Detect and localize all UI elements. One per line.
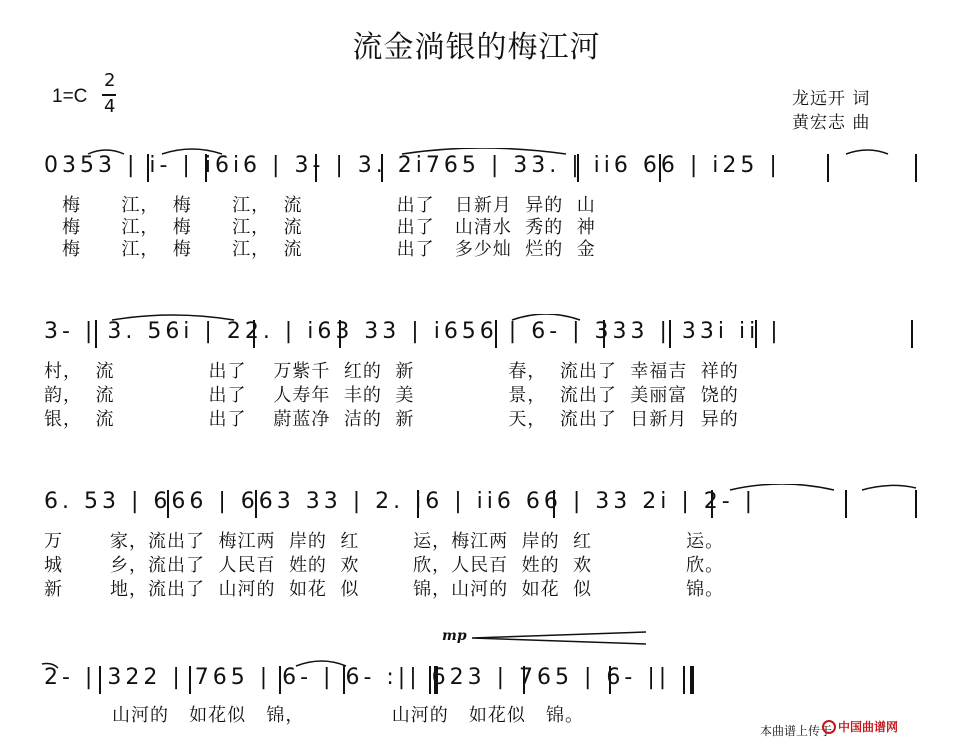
notation-line-4 — [0, 660, 953, 700]
lyric-line-4-verse-1: 山河的 如花似 锦， 山河的 如花似 锦。 — [112, 705, 585, 726]
lyric-line-3-verse-3: 新 地，流出了 山河的 如花 似 锦，山河的 如花 似 锦。 — [44, 579, 725, 600]
slurs — [730, 484, 916, 490]
composer-credit: 黄宏志 曲 — [792, 113, 871, 133]
notation-line-2-text: 3- | 3. 56i | 22. | i63 33 | i656 | 6- | 333 | 33i ii | — [44, 319, 782, 344]
lyric-line-3-verse-1: 万 家，流出了 梅江两 岸的 红 运，梅江两 岸的 红 运。 — [44, 531, 725, 552]
lyric-line-2-verse-2: 韵， 流 出了 人寿年 丰的 美 景， 流出了 美丽富 饶的 — [44, 385, 739, 406]
notation-line-2 — [0, 314, 953, 354]
lyric-line-1-verse-1: 梅 江， 梅 江， 流 出了 日新月 异的 山 — [62, 195, 596, 216]
crescendo-hairpin — [470, 628, 650, 648]
lyricist-credit: 龙远开 词 — [792, 89, 871, 109]
notation-line-1 — [0, 148, 953, 188]
lyric-line-2-verse-1: 村， 流 出了 万紫千 红的 新 春， 流出了 幸福吉 祥的 — [44, 361, 739, 382]
upload-note: 本曲谱上传于 — [760, 724, 833, 738]
key-signature: 1=C — [52, 86, 88, 107]
site-logo-text: 中国曲谱网 — [838, 720, 899, 734]
lyric-line-3-verse-2: 城 乡，流出了 人民百 姓的 欢 欣，人民百 姓的 欢 欣。 — [44, 555, 725, 576]
site-logo-icon — [822, 720, 836, 734]
lyric-line-1-verse-2: 梅 江， 梅 江， 流 出了 山清水 秀的 神 — [62, 217, 596, 238]
song-title: 流金淌银的梅江河 — [352, 30, 601, 65]
notation-line-3-text: 6. 53 | 666 | 663 33 | 2. i6 | ii6 66 | 33 2i | 2- | — [44, 489, 757, 514]
lyric-line-2-verse-3: 银， 流 出了 蔚蓝净 洁的 新 天， 流出了 日新月 异的 — [44, 409, 739, 430]
time-signature-bottom: 4 — [104, 96, 116, 117]
notation-line-1-text: 0353 | i- | i6i6 | 3- | 3. 2i765 | 33. | ii6 66 | i25 | — [44, 153, 781, 178]
notation-line-3 — [0, 484, 953, 524]
dynamic-marking: mp — [442, 628, 467, 644]
time-signature-top: 2 — [104, 70, 116, 91]
lyric-line-1-verse-3: 梅 江， 梅 江， 流 出了 多少灿 烂的 金 — [62, 239, 596, 260]
notation-line-4-text: 2- | 322 | 765 | 6- | 6- :|| 623 | 765 | 6- || — [44, 665, 671, 690]
